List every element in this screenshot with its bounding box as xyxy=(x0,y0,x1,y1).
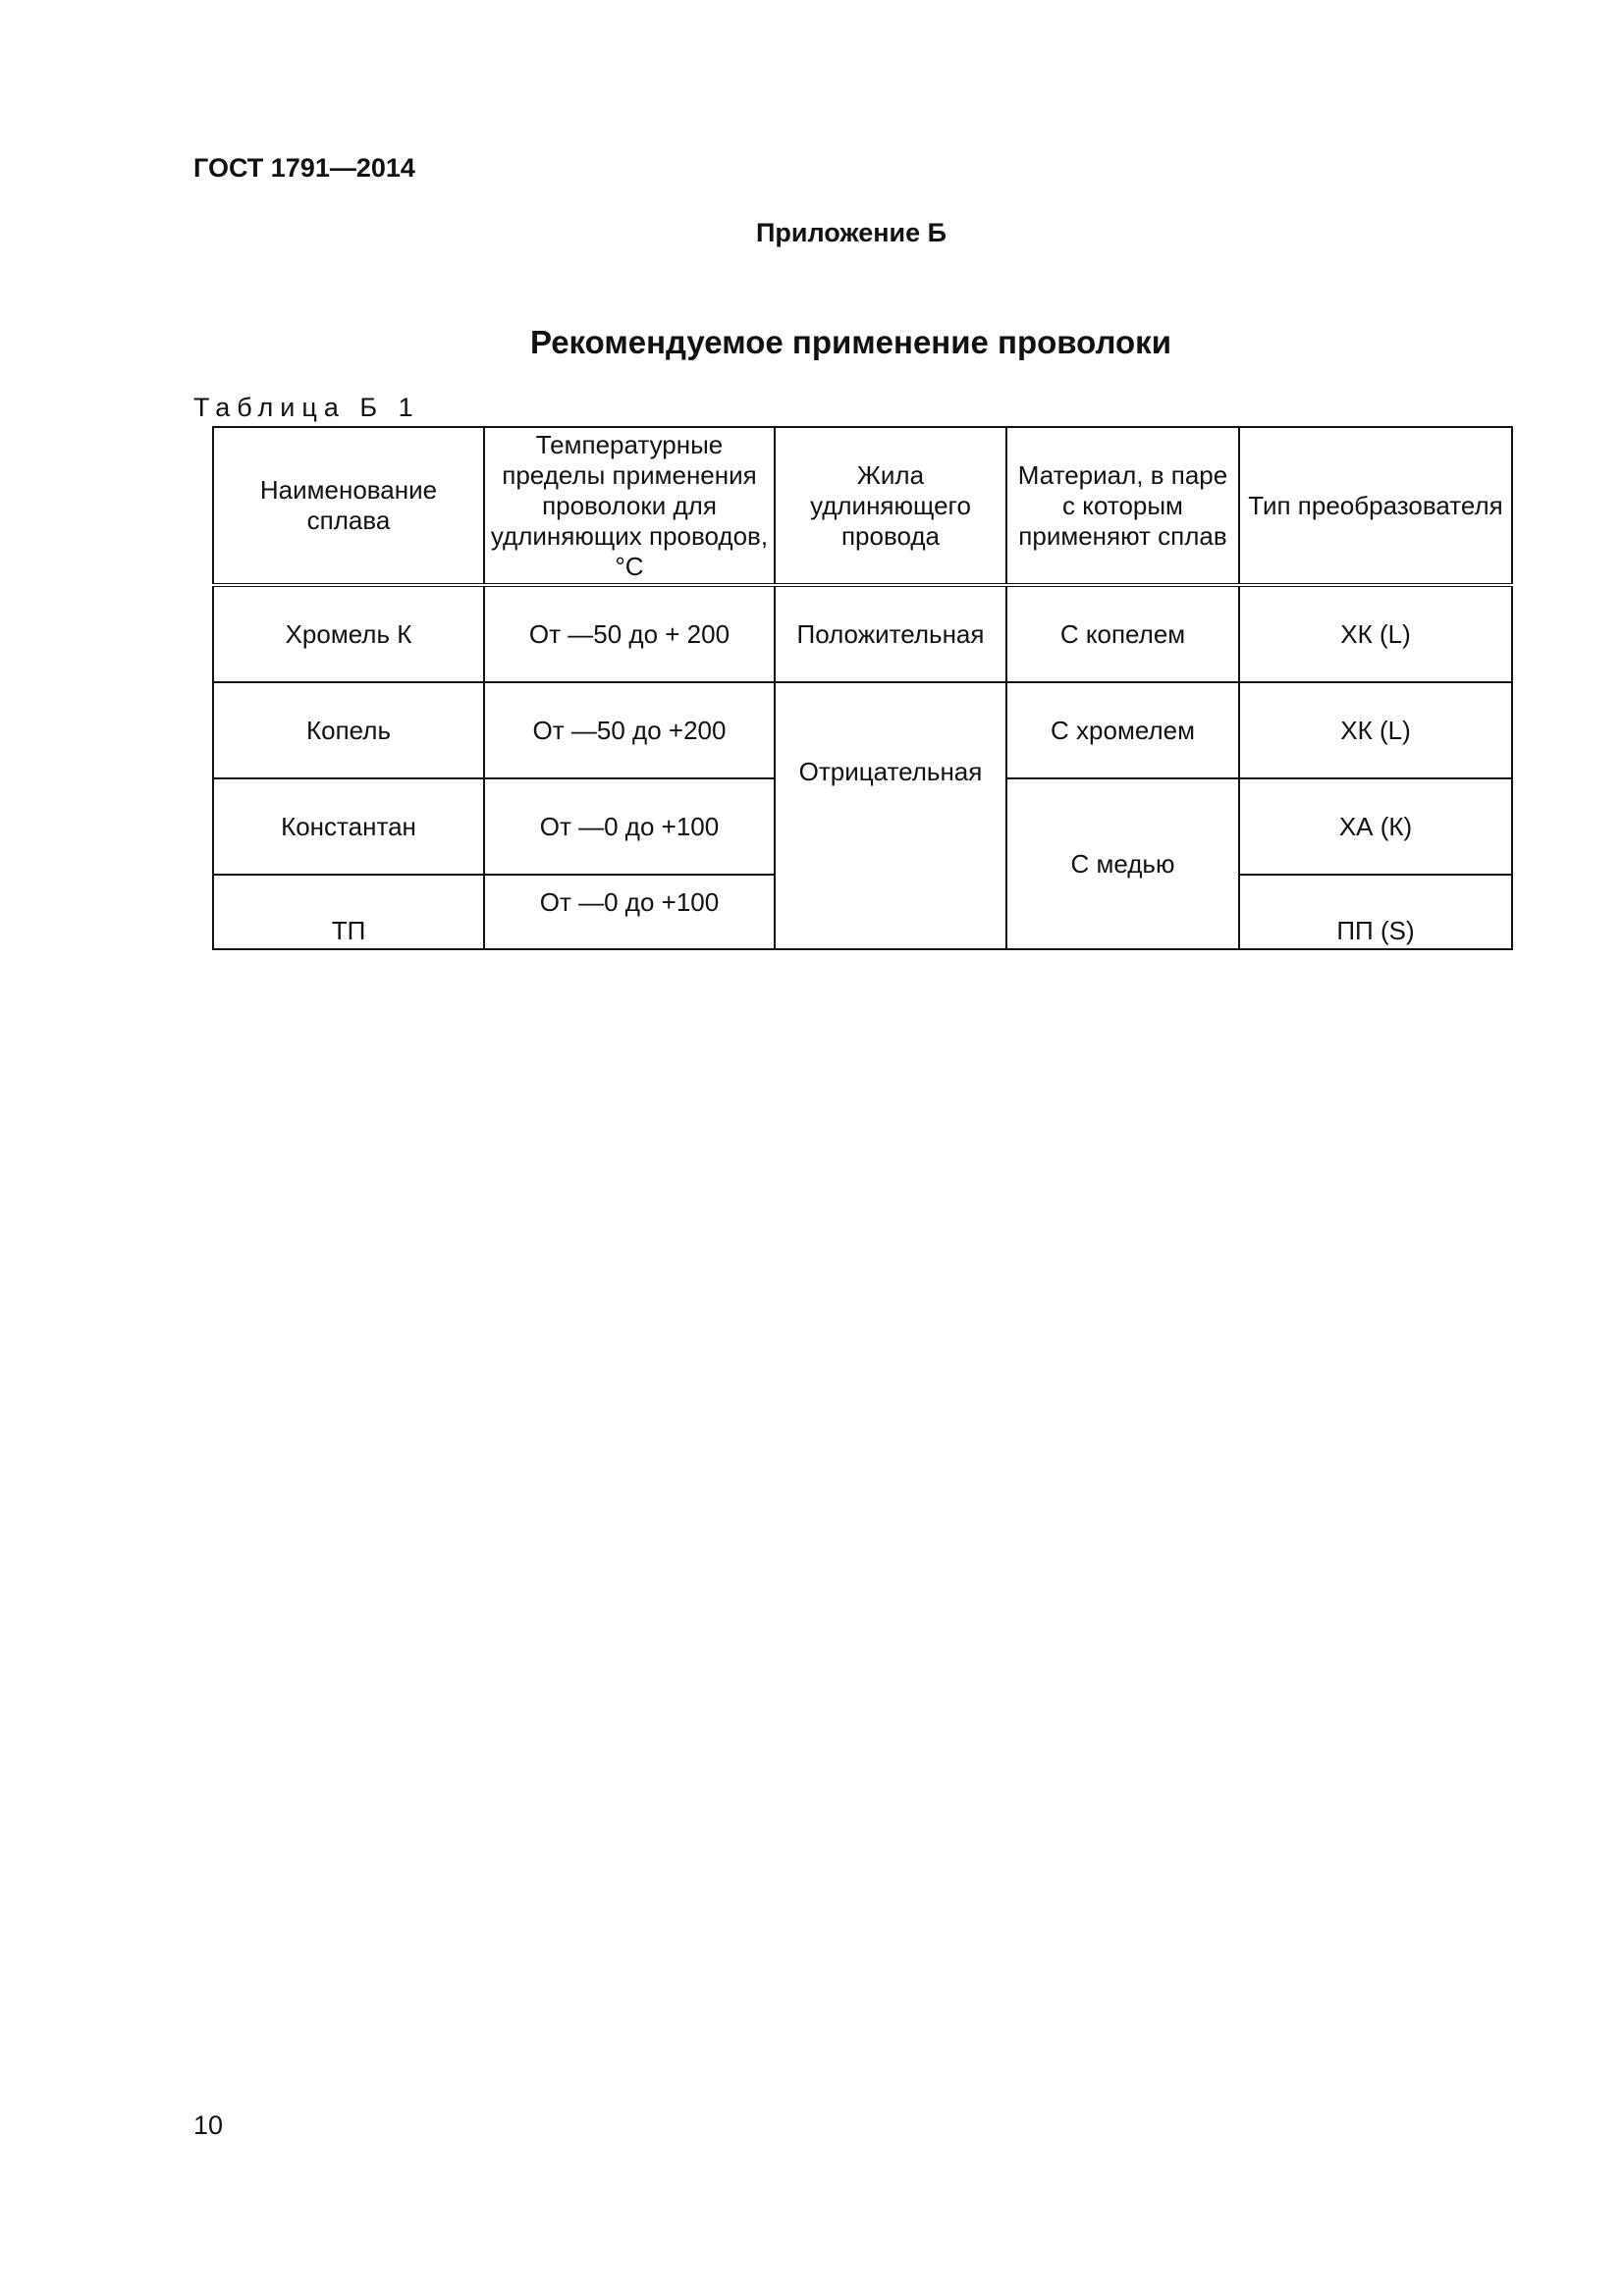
cell-alloy: Хромель К xyxy=(213,585,484,682)
page-number: 10 xyxy=(193,2110,224,2140)
cell-type: ХК (L) xyxy=(1239,585,1512,682)
cell-limits: От —50 до + 200 xyxy=(484,585,775,682)
appendix-label: Приложение Б xyxy=(756,218,947,247)
cell-type: ХА (К) xyxy=(1239,778,1512,875)
table-caption: Таблица Б 1 xyxy=(193,393,420,422)
cell-limits: От —0 до +100 xyxy=(484,875,775,949)
table-row xyxy=(213,682,1512,778)
document-code: ГОСТ 1791—2014 xyxy=(193,153,415,183)
cell-core: Отрицательная xyxy=(775,682,1006,949)
recommended-use-table xyxy=(212,426,1513,950)
cell-alloy: Копель xyxy=(213,682,484,778)
cell-material: С копелем xyxy=(1006,585,1239,682)
column-header-alloy-name: Наименование сплава xyxy=(213,427,484,585)
cell-material: С медью xyxy=(1006,778,1239,949)
column-header-temperature-limits: Температурные пределы применения проволоки для удлиняющих проводов, °C xyxy=(484,427,775,585)
cell-core: Положительная xyxy=(775,585,1006,682)
column-header-converter-type: Тип преобразователя xyxy=(1239,427,1512,585)
page-title: Рекомендуемое применение проволоки xyxy=(530,324,1171,360)
table-header-row xyxy=(213,427,1512,585)
cell-alloy: ТП xyxy=(213,875,484,949)
cell-material: С хромелем xyxy=(1006,682,1239,778)
cell-limits: От —0 до +100 xyxy=(484,778,775,875)
column-header-paired-material: Материал, в паре с которым применяют сплав xyxy=(1006,427,1239,585)
cell-type: ПП (S) xyxy=(1239,875,1512,949)
cell-limits: От —50 до +200 xyxy=(484,682,775,778)
cell-type: ХК (L) xyxy=(1239,682,1512,778)
table-row xyxy=(213,585,1512,682)
cell-alloy: Константан xyxy=(213,778,484,875)
column-header-wire-core: Жила удлиняющего провода xyxy=(775,427,1006,585)
